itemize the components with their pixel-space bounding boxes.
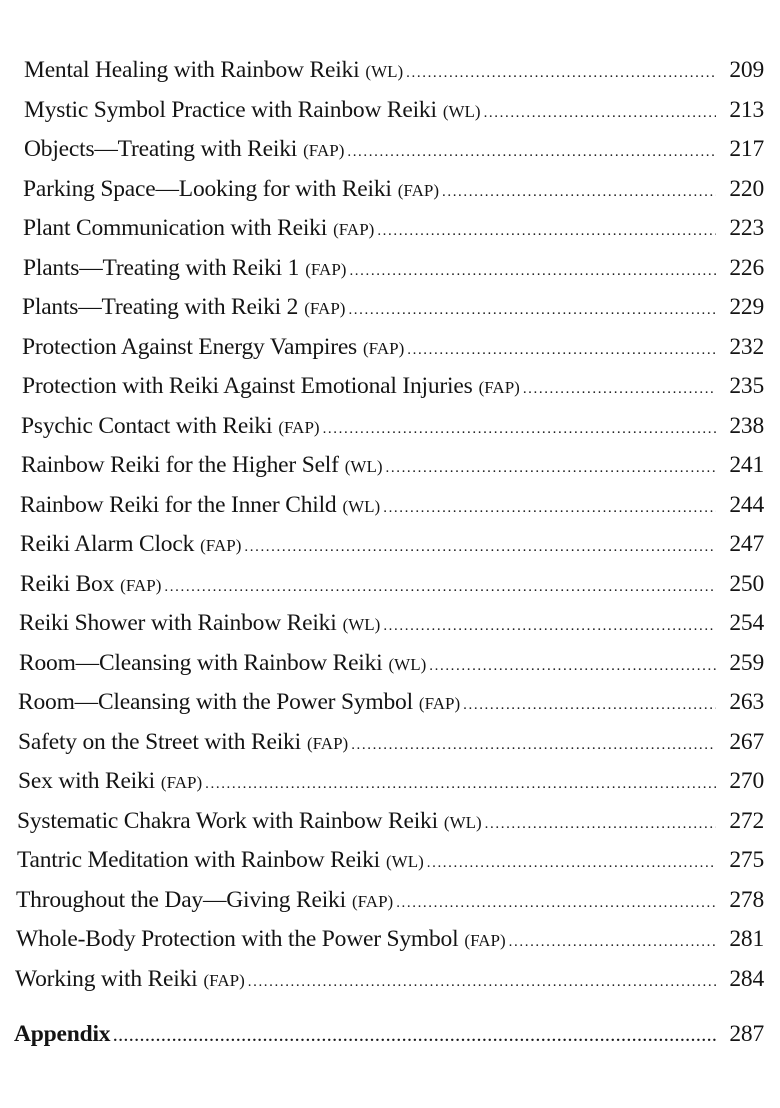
entry-tag: (FAP) (351, 891, 394, 911)
entry-page-number: 275 (729, 847, 764, 873)
entry-tag: (WL) (365, 62, 404, 81)
toc-entry[interactable] (0, 446, 780, 486)
entry-page-number: 241 (729, 452, 764, 478)
dot-leader (523, 370, 716, 410)
entry-tag: (FAP) (306, 733, 349, 753)
entry-page-number: 278 (729, 886, 764, 913)
dot-leader (429, 647, 716, 687)
entry-page-number: 270 (729, 768, 764, 794)
dot-leader (407, 331, 716, 371)
toc-entry[interactable] (0, 723, 780, 763)
toc-entry[interactable] (0, 802, 780, 842)
dot-leader (383, 607, 716, 647)
entry-title: Working with Reiki (15, 965, 198, 992)
entry-title: Plant Communication with Reiki (23, 215, 328, 241)
entry-page-number: 272 (729, 807, 764, 834)
toc-entry[interactable] (0, 841, 780, 881)
entry-tag: (FAP) (464, 931, 506, 950)
entry-tag: (WL) (342, 615, 381, 634)
entry-title: Parking Space—Looking for with Reiki (23, 175, 392, 202)
entry-title: Tantric Meditation with Rainbow Reiki (17, 847, 380, 873)
toc-entry[interactable] (0, 91, 780, 131)
entry-page-number: 254 (729, 610, 764, 636)
dot-leader (485, 805, 716, 845)
entry-tag: (FAP) (160, 773, 203, 792)
entry-page-number: 263 (729, 689, 764, 715)
entry-tag: (FAP) (278, 417, 320, 437)
entry-title: Rainbow Reiki for the Inner Child (20, 491, 337, 518)
entry-title: Plants—Treating with Reiki 2 (22, 294, 299, 320)
entry-tag: (FAP) (303, 141, 345, 160)
entry-title: Reiki Alarm Clock (20, 531, 195, 557)
entry-title: Safety on the Street with Reiki (18, 728, 301, 755)
entry-page-number: 259 (729, 649, 764, 676)
dot-leader (248, 963, 716, 1003)
toc-entry[interactable] (0, 960, 780, 1000)
entry-title: Room—Cleansing with the Power Symbol (18, 689, 413, 715)
dot-leader (396, 884, 716, 924)
entry-page-number: 223 (729, 215, 764, 241)
appendix-title: Appendix (14, 1021, 111, 1047)
entry-title: Reiki Shower with Rainbow Reiki (19, 610, 337, 636)
toc-entry[interactable] (0, 328, 780, 368)
dot-leader (348, 291, 716, 331)
dot-leader (383, 489, 716, 529)
toc-entry[interactable] (0, 407, 780, 447)
entry-title: Whole-Body Protection with the Power Symbol (16, 926, 459, 952)
toc-entry[interactable] (0, 920, 780, 960)
dot-leader (323, 410, 716, 450)
toc-entry[interactable] (0, 604, 780, 644)
entry-tag: (FAP) (120, 575, 162, 595)
dot-leader (113, 1018, 716, 1058)
entry-page-number: 220 (729, 175, 764, 202)
entry-tag: (FAP) (305, 259, 347, 279)
entry-tag: (WL) (342, 496, 381, 516)
entry-page-number: 267 (729, 728, 764, 755)
entry-page-number: 284 (729, 965, 764, 992)
toc-list (0, 51, 780, 999)
entry-page-number: 250 (729, 570, 764, 597)
entry-title: Systematic Chakra Work with Rainbow Reiki (17, 807, 438, 834)
dot-leader (386, 449, 716, 489)
entry-tag: (FAP) (304, 299, 346, 318)
toc-entry[interactable] (0, 486, 780, 526)
entry-title: Psychic Contact with Reiki (21, 412, 273, 439)
entry-title: Mystic Symbol Practice with Rainbow Reiki (24, 96, 437, 123)
toc-entry[interactable] (0, 170, 780, 210)
entry-tag: (WL) (385, 852, 424, 871)
entry-page-number: 244 (729, 491, 764, 518)
entry-title: Sex with Reiki (18, 768, 155, 794)
entry-page-number: 247 (729, 531, 764, 557)
entry-tag: (FAP) (333, 220, 375, 239)
entry-title: Protection with Reiki Against Emotional Injuries (22, 373, 473, 399)
entry-page-number: 235 (729, 373, 764, 399)
entry-page-number: 209 (729, 57, 764, 83)
dot-leader (377, 212, 716, 252)
toc-entry[interactable] (0, 130, 780, 170)
entry-page-number: 238 (729, 412, 764, 439)
entry-page-number: 213 (729, 96, 764, 123)
entry-tag: (WL) (442, 101, 481, 121)
entry-title: Throughout the Day—Giving Reiki (16, 886, 346, 913)
appendix-entry[interactable] (14, 1015, 764, 1055)
dot-leader (406, 54, 716, 94)
entry-page-number: 226 (729, 254, 764, 281)
dot-leader (347, 133, 716, 173)
entry-title: Mental Healing with Rainbow Reiki (24, 57, 360, 83)
entry-title: Room—Cleansing with Rainbow Reiki (19, 649, 383, 676)
toc-entry[interactable] (0, 288, 780, 328)
entry-tag: (FAP) (397, 180, 439, 200)
dot-leader (205, 765, 716, 805)
dot-leader (463, 686, 716, 726)
dot-leader (349, 252, 716, 292)
toc-entry[interactable] (0, 644, 780, 684)
toc-entry[interactable] (0, 683, 780, 723)
entry-page-number: 217 (729, 136, 764, 162)
entry-title: Objects—Treating with Reiki (24, 136, 298, 162)
toc-entry[interactable] (0, 51, 780, 91)
dot-leader (509, 923, 716, 963)
entry-page-number: 281 (729, 926, 764, 952)
toc-entry[interactable] (0, 209, 780, 249)
entry-tag: (WL) (443, 812, 482, 832)
entry-tag: (WL) (388, 654, 427, 674)
entry-title: Rainbow Reiki for the Higher Self (21, 452, 339, 478)
toc-entry[interactable] (0, 525, 780, 565)
dot-leader (244, 528, 716, 568)
dot-leader (442, 173, 716, 213)
entry-tag: (FAP) (418, 694, 461, 713)
dot-leader (484, 94, 716, 134)
toc-entry[interactable] (0, 565, 780, 605)
entry-page-number: 232 (729, 333, 764, 360)
entry-page-number: 229 (729, 294, 764, 320)
dot-leader (427, 844, 716, 884)
toc-entry[interactable] (0, 367, 780, 407)
toc-entry[interactable] (0, 762, 780, 802)
dot-leader (351, 726, 716, 766)
dot-leader (164, 568, 716, 608)
entry-tag: (WL) (344, 457, 383, 476)
entry-title: Protection Against Energy Vampires (22, 333, 357, 360)
entry-title: Plants—Treating with Reiki 1 (23, 254, 300, 281)
appendix-page-number: 287 (729, 1021, 764, 1047)
entry-title: Reiki Box (20, 570, 115, 597)
entry-tag: (FAP) (200, 536, 242, 555)
toc-entry[interactable] (0, 881, 780, 921)
entry-tag: (FAP) (363, 338, 405, 358)
toc-entry[interactable] (0, 249, 780, 289)
entry-tag: (FAP) (478, 378, 520, 397)
entry-tag: (FAP) (203, 970, 245, 990)
